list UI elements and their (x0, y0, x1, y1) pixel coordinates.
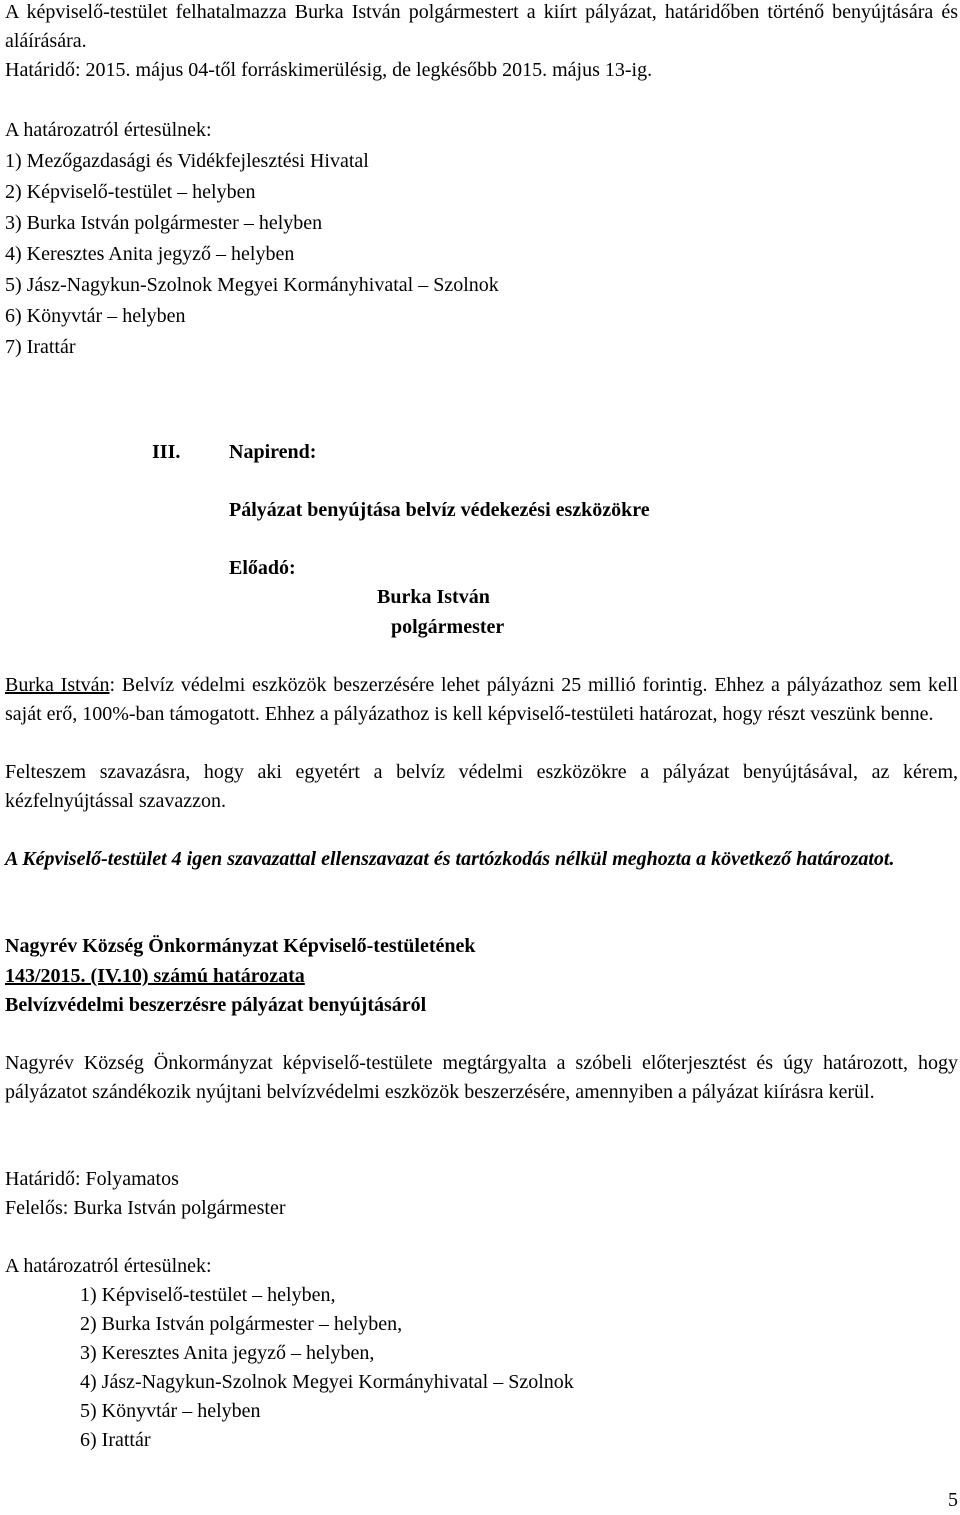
presenter-name: Burka István (377, 586, 490, 608)
notify-item: 6) Könyvtár – helyben (5, 305, 186, 327)
presenter-label: Előadó: (229, 557, 296, 579)
speaker-name: Burka István (5, 674, 110, 696)
agenda-number: III. (152, 441, 181, 463)
resolution-deadline: Határidő: Folyamatos (5, 1168, 179, 1190)
resolution-responsible: Felelős: Burka István polgármester (5, 1197, 286, 1219)
vote-call-paragraph: Felteszem szavazásra, hogy aki egyetért a belvíz védelmi eszközökre a pályázat benyújtásával, az kérem, kézfelnyújtással szavazzon. (5, 761, 958, 812)
notify-item: 1) Képviselő-testület – helyben, (80, 1284, 336, 1306)
resolution-notify-heading: A határozatról értesülnek: (5, 1255, 212, 1277)
agenda-label: Napirend: (229, 441, 317, 463)
notify-heading: A határozatról értesülnek: (5, 119, 212, 141)
notify-item: 2) Képviselő-testület – helyben (5, 181, 256, 203)
notify-list (5, 147, 499, 364)
notify-item: 6) Irattár (80, 1429, 151, 1451)
resolution-number: 143/2015. (IV.10) számú határozata (5, 965, 305, 987)
notify-item: 2) Burka István polgármester – helyben, (80, 1313, 403, 1335)
presenter-role: polgármester (391, 616, 505, 638)
notify-item: 4) Jász-Nagykun-Szolnok Megyei Kormányhivatal – Szolnok (80, 1371, 574, 1393)
resolution-text: Nagyrév Község Önkormányzat képviselő-testülete megtárgyalta a szóbeli előterjesztést és úgy határozott, hogy pályázatot szándékozik nyújtani belvízvédelmi eszközök beszerzésére, amennyiben a pályázat kiírásra kerül. (5, 1052, 958, 1103)
resolution-subject: Belvízvédelmi beszerzésre pályázat benyújtásáról (5, 994, 427, 1016)
notify-item: 7) Irattár (5, 336, 76, 358)
resolution-notify-list (80, 1281, 574, 1455)
resolution-body: Nagyrév Község Önkormányzat Képviselő-testületének (5, 935, 476, 957)
agenda-title: Pályázat benyújtása belvíz védekezési eszközökre (229, 499, 650, 521)
vote-result: A Képviselő-testület 4 igen szavazattal ellenszavazat és tartózkodás nélkül meghozta a következő határozatot. (5, 848, 895, 870)
notify-item: 5) Jász-Nagykun-Szolnok Megyei Kormányhivatal – Szolnok (5, 274, 499, 296)
notify-item: 4) Keresztes Anita jegyző – helyben (5, 243, 295, 265)
authorization-paragraph: A képviselő-testület felhatalmazza Burka István polgármestert a kiírt pályázat, határidőben történő benyújtására és aláírására. (5, 1, 958, 52)
notify-item: 3) Burka István polgármester – helyben (5, 212, 323, 234)
deadline-line: Határidő: 2015. május 04-től forráskimerülésig, de legkésőbb 2015. május 13-ig. (5, 59, 653, 81)
notify-item: 5) Könyvtár – helyben (80, 1400, 261, 1422)
notify-item: 1) Mezőgazdasági és Vidékfejlesztési Hivatal (5, 150, 369, 172)
speech-paragraph (5, 671, 958, 729)
notify-item: 3) Keresztes Anita jegyző – helyben, (80, 1342, 375, 1364)
speech-text: : Belvíz védelmi eszközök beszerzésére lehet pályázni 25 millió forintig. Ehhez a pályázathoz sem kell saját erő, 100%-ban támogatott. Ehhez a pályázathoz is kell képviselő-testületi határozat, hogy részt veszünk benne. (5, 674, 958, 725)
page-number: 5 (948, 1489, 958, 1511)
